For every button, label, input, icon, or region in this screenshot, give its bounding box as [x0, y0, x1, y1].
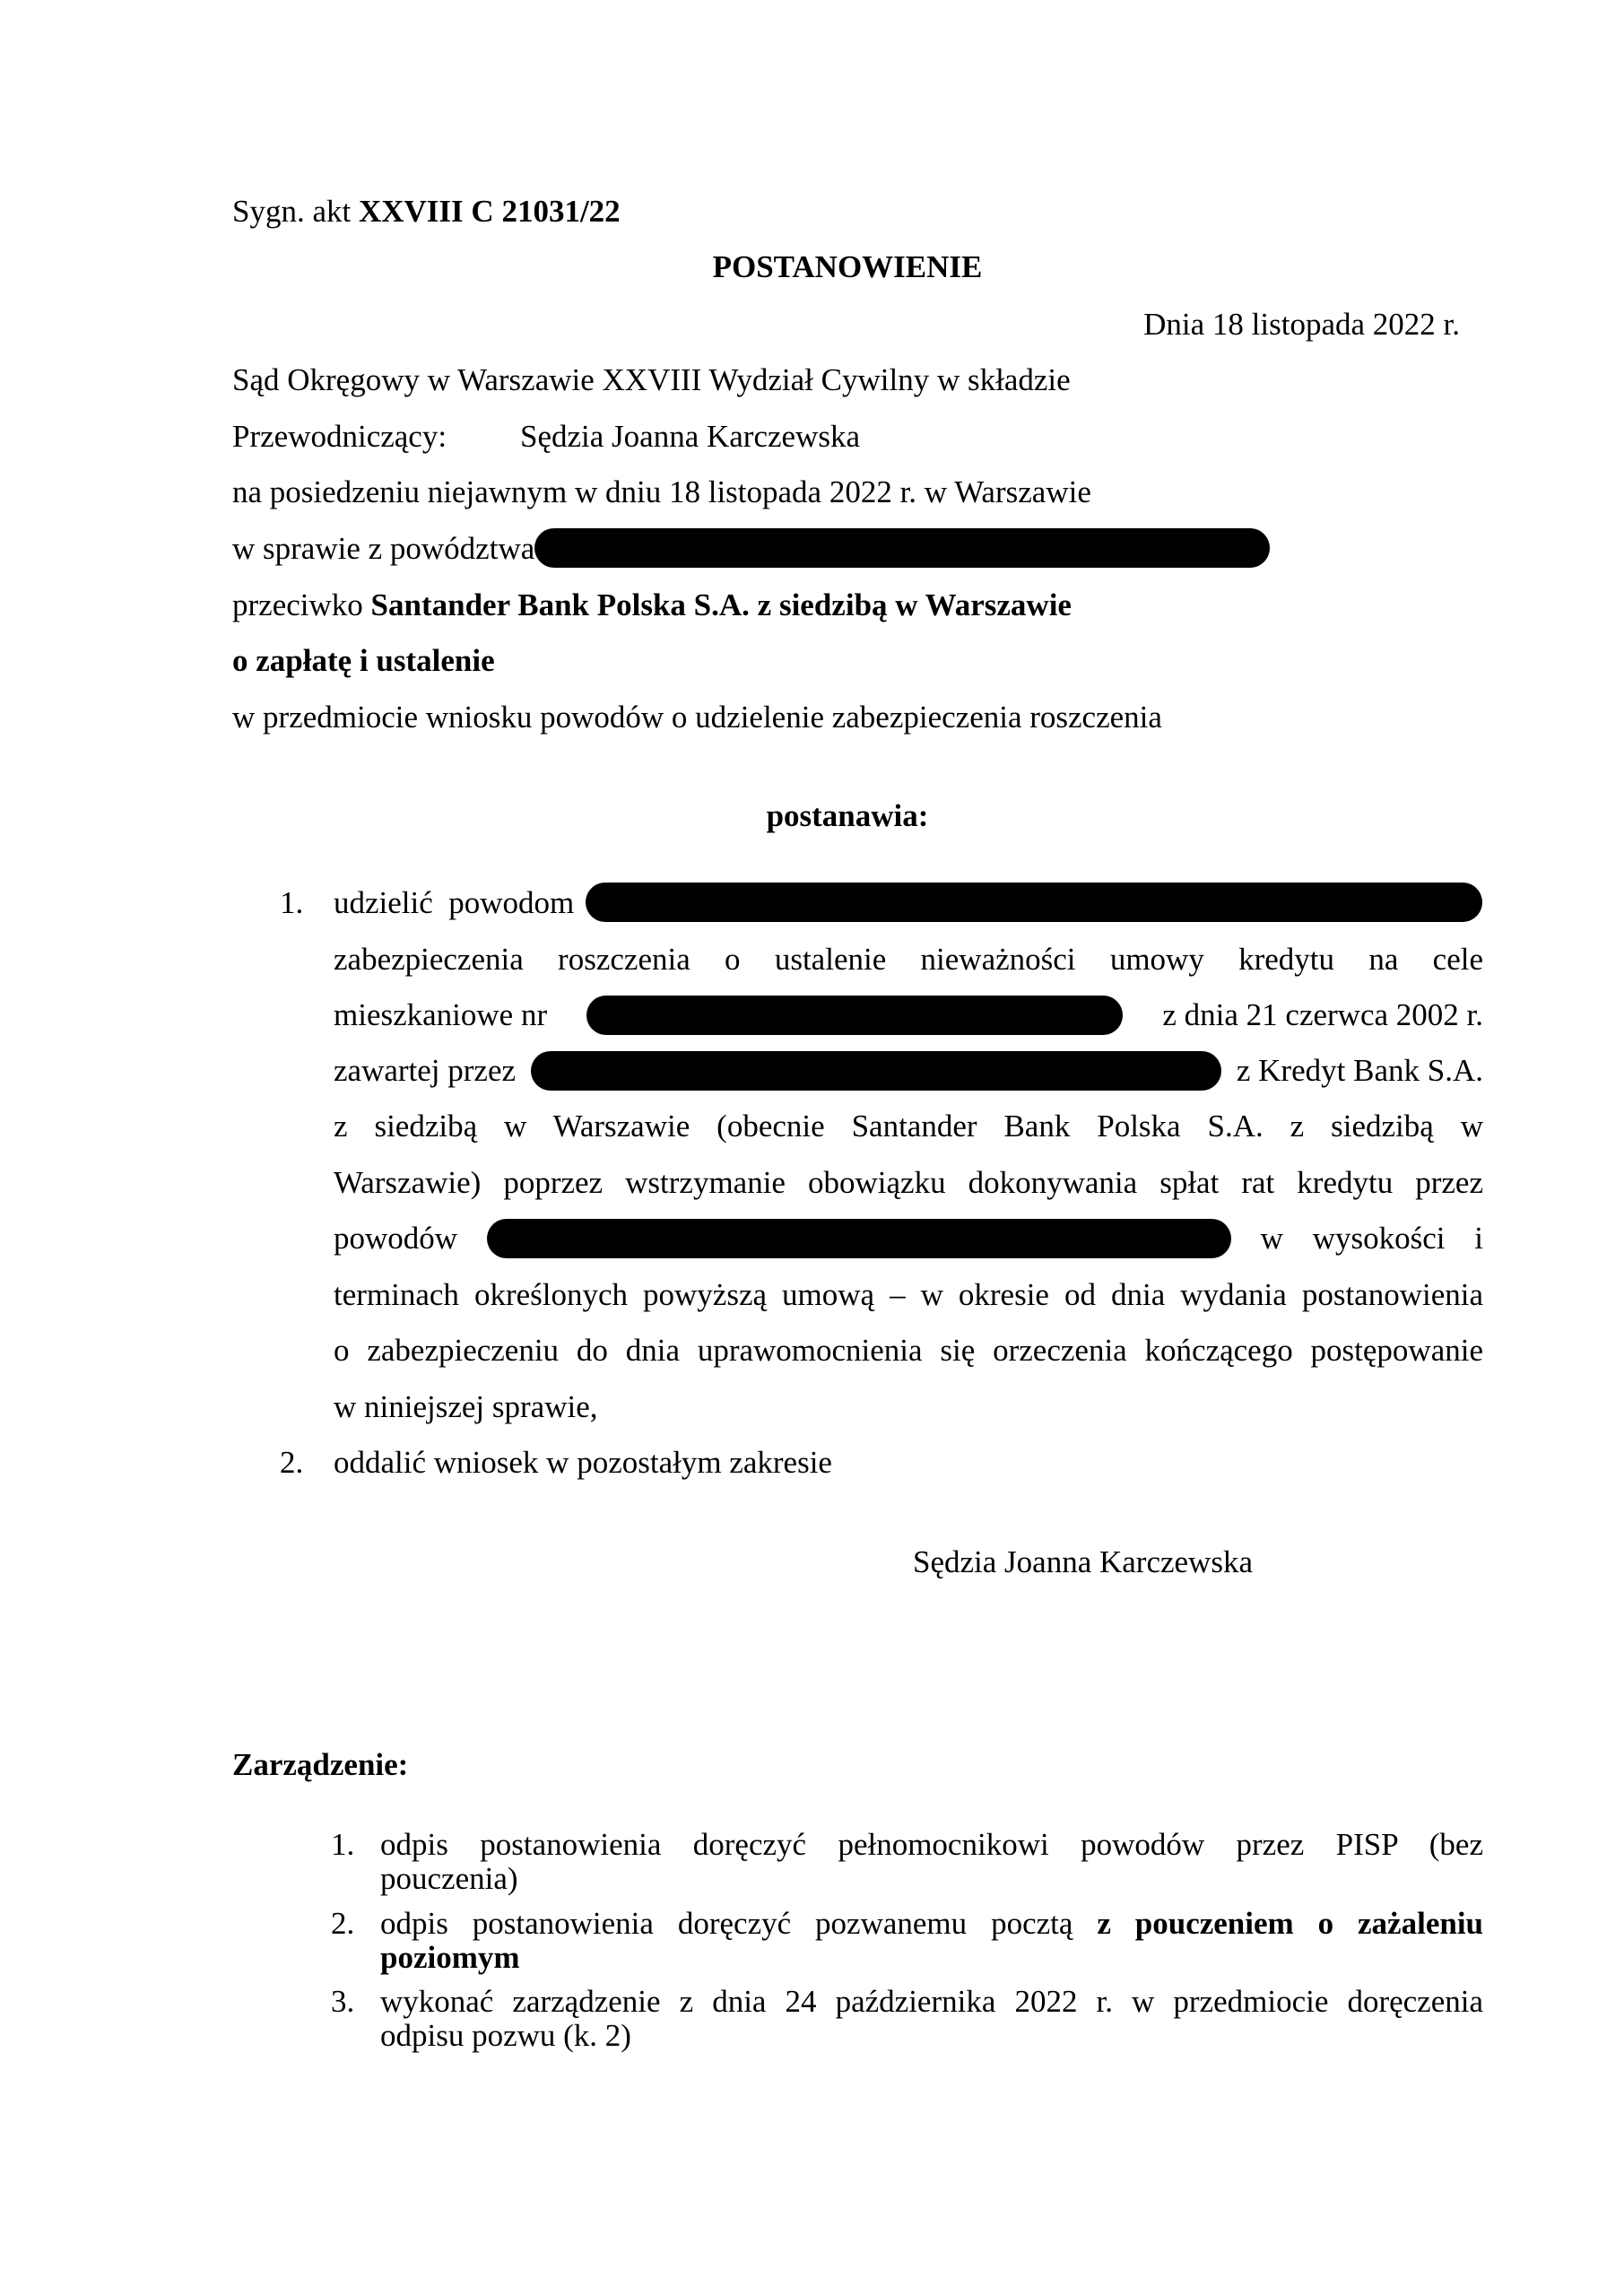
document-title: POSTANOWIENIE	[712, 249, 983, 284]
decision-item-1-line-9: o zabezpieczeniu do dnia uprawomocnienia się orzeczenia kończącego postępowanie	[334, 1333, 1483, 1368]
order-item-3	[380, 1985, 1483, 2053]
order-item-1-number: 1.	[331, 1827, 355, 1862]
case-subject: o zapłatę i ustalenie	[232, 643, 495, 678]
document-date: Dnia 18 listopada 2022 r.	[1143, 307, 1460, 342]
court-composition: Sąd Okręgowy w Warszawie XXVIII Wydział Cywilny w składzie	[232, 362, 1071, 397]
contract-number-label: mieszkaniowe nr	[334, 997, 548, 1032]
decision-item-1-line-3	[334, 996, 1483, 1035]
case-parties-line	[232, 529, 1270, 571]
case-number-value: XXVIII C 21031/22	[358, 194, 621, 229]
judge-signature: Sędzia Joanna Karczewska	[913, 1544, 1253, 1579]
order-item-1	[380, 1828, 1483, 1896]
contract-date: z dnia 21 czerwca 2002 r.	[1162, 997, 1483, 1032]
order-item-3-line-1: wykonać zarządzenie z dnia 24 października 2022 r. w przedmiocie doręczenia	[380, 1984, 1483, 2019]
order-item-2-bold: z pouczeniem o zażaleniu	[1097, 1906, 1484, 1941]
decision-item-1-line-5: z siedzibą w Warszawie (obecnie Santander Bank Polska S.A. z siedzibą w	[334, 1109, 1483, 1144]
case-number-prefix: Sygn. akt	[232, 194, 352, 229]
decision-heading: postanawia:	[766, 798, 929, 833]
case-number	[232, 192, 621, 231]
redaction-borrowers	[531, 1051, 1221, 1091]
order-item-1-line-1: odpis postanowienia doręczyć pełnomocnikowi powodów przez PISP (bez	[380, 1827, 1483, 1862]
plaintiffs-genitive: powodów	[334, 1221, 458, 1256]
order-item-2-number: 2.	[331, 1906, 355, 1941]
redaction-plaintiffs-names	[586, 883, 1482, 922]
redaction-contract-number	[586, 996, 1123, 1035]
order-item-2	[380, 1907, 1483, 1975]
decision-item-1-line-2: zabezpieczenia roszczenia o ustalenie nieważności umowy kredytu na cele	[334, 942, 1483, 977]
decision-item-1-line-8: terminach określonych powyższą umową – w okresie od dnia wydania postanowienia	[334, 1277, 1483, 1312]
session-line: na posiedzeniu niejawnym w dniu 18 listopada 2022 r. w Warszawie	[232, 474, 1091, 509]
order-item-3-number: 3.	[331, 1984, 355, 2019]
concluded-by-label: zawartej przez	[334, 1053, 517, 1088]
order-item-1-line-2: pouczenia)	[380, 1861, 518, 1896]
decision-item-1-line-4	[334, 1051, 1483, 1091]
original-bank: z Kredyt Bank S.A.	[1236, 1053, 1483, 1088]
case-parties-prefix: w sprawie z powództwa	[232, 531, 535, 566]
motion-line: w przedmiocie wniosku powodów o udzielenie zabezpieczenia roszczenia	[232, 700, 1162, 735]
against-prefix: przeciwko	[232, 587, 363, 622]
decision-item-1-line-10: w niniejszej sprawie,	[334, 1389, 598, 1424]
order-heading: Zarządzenie:	[232, 1747, 409, 1782]
order-item-3-line-2: odpisu pozwu (k. 2)	[380, 2018, 631, 2053]
decision-item-1-line-7	[334, 1219, 1483, 1258]
chair-line	[232, 417, 447, 457]
order-item-2-plain: odpis postanowienia doręczyć pozwanemu pocztą	[380, 1906, 1073, 1941]
word-amount: wysokości	[1312, 1221, 1446, 1256]
order-item-2-line-2: poziomym	[380, 1940, 520, 1975]
decision-item-2-number: 2.	[280, 1445, 304, 1480]
plaintiffs-word: powodom	[448, 885, 575, 920]
defendant-name: Santander Bank Polska S.A. z siedzibą w Warszawie	[370, 587, 1072, 622]
redaction-plaintiffs-genitive	[487, 1219, 1231, 1258]
grant-word: udzielić	[334, 885, 433, 920]
decision-item-2-text: oddalić wniosek w pozostałym zakresie	[334, 1445, 832, 1480]
redaction-plaintiffs	[534, 528, 1270, 568]
order-item-2-line-1	[380, 1907, 1483, 1941]
word-and: i	[1474, 1221, 1483, 1256]
decision-item-1-number: 1.	[280, 885, 304, 920]
chair-label: Przewodniczący:	[232, 419, 447, 454]
decision-item-1-line-6: Warszawie) poprzez wstrzymanie obowiązku dokonywania spłat rat kredytu przez	[334, 1165, 1483, 1200]
chair-name: Sędzia Joanna Karczewska	[520, 419, 860, 454]
word-w: w	[1260, 1221, 1283, 1256]
decision-item-1-line-1	[334, 883, 1482, 926]
defendant-line	[232, 586, 1072, 625]
